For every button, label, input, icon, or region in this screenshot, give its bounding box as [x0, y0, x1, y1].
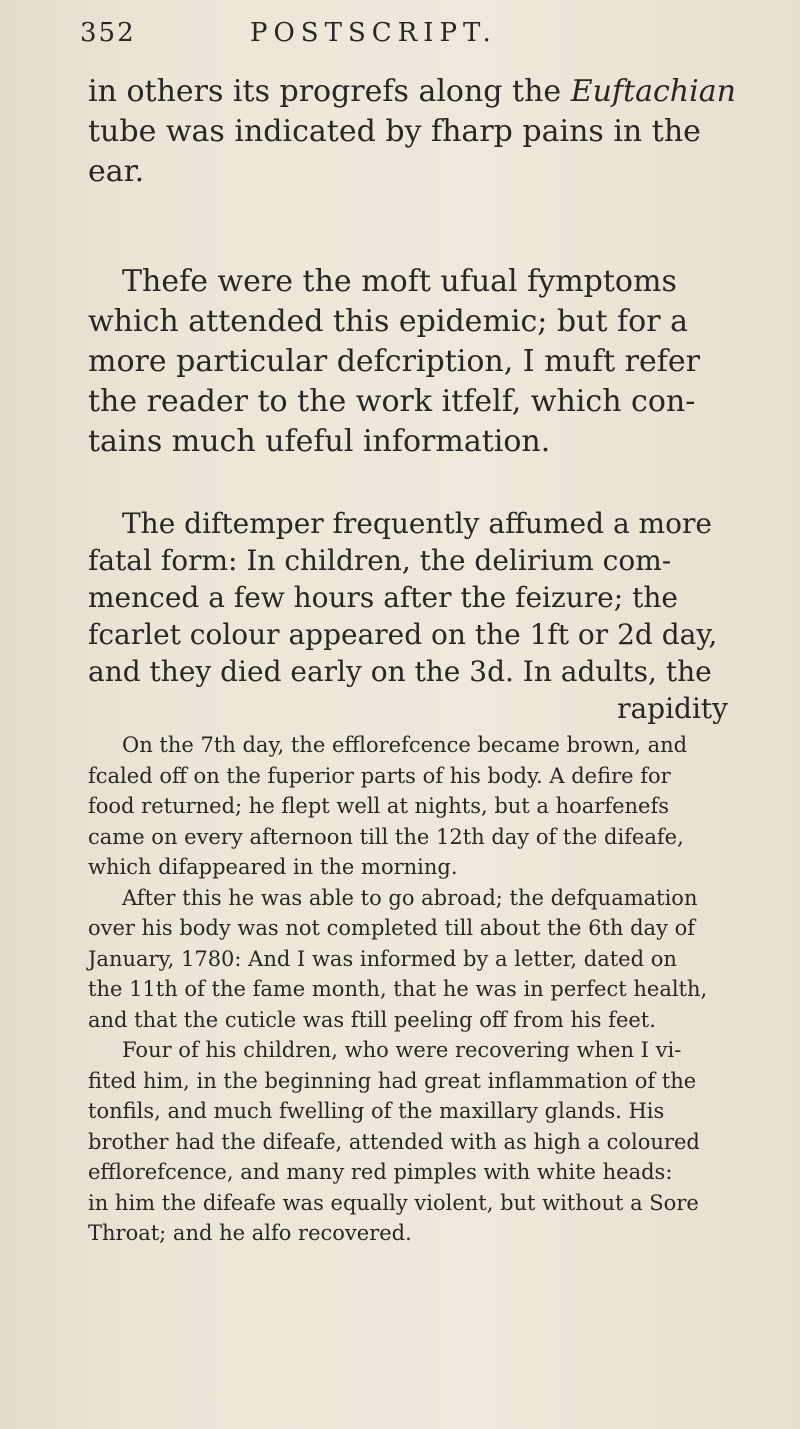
page-number: 352 — [80, 18, 136, 48]
text-line: food returned; he flept well at nights, but a hoarfenefs — [88, 794, 670, 818]
text-line: brother had the difeafe, attended with as high a coloured — [88, 1129, 700, 1154]
text-line: and that the cuticle was ftill peeling off from his feet. — [88, 1007, 656, 1032]
paragraph-symptoms — [88, 262, 748, 462]
text-line: On the 7th day, the efflorefcence became brown, and — [122, 733, 688, 757]
page-header — [78, 18, 758, 58]
text-line: tube was indicated by fharp pains in the — [88, 114, 701, 149]
text-line: The diftemper frequently affumed a more — [122, 507, 712, 540]
text-line: ear. — [88, 154, 145, 189]
text-line: came on every afternoon till the 12th day of the difeafe, — [88, 824, 684, 849]
text-line: the 11th of the fame month, that he was in perfect health, — [88, 977, 708, 1001]
italic-word: Euftachian — [570, 74, 736, 109]
text-line: Thefe were the moft ufual fymptoms — [122, 264, 677, 299]
text-line: in others its progrefs along the Euftachian — [88, 74, 736, 109]
text-line: efflorefcence, and many red pimples with white heads: — [88, 1160, 673, 1184]
text-line: fatal form: In children, the delirium com- — [88, 544, 672, 577]
text-line: After this he was able to go abroad; the defquamation — [122, 885, 698, 910]
text-line: which attended this epidemic; but for a — [88, 304, 688, 339]
text-line: fcarlet colour appeared on the 1ft or 2d day, — [88, 618, 718, 651]
text-line: more particular defcription, I muft refer — [88, 344, 700, 379]
text-line: Four of his children, who were recovering when I vi- — [122, 1038, 682, 1062]
running-title: POSTSCRIPT. — [250, 18, 497, 48]
text-line: over his body was not completed till about the 6th day of — [88, 916, 696, 940]
paragraph-continuation — [88, 72, 748, 192]
text-line: which difappeared in the morning. — [88, 855, 458, 879]
text-line: tains much ufeful information. — [88, 424, 551, 459]
text-line: menced a few hours after the feizure; the — [88, 581, 678, 614]
text-line: and they died early on the 3d. In adults, the — [88, 655, 712, 688]
text-line: fited him, in the beginning had great inflammation of the — [88, 1068, 697, 1093]
paragraph-case-notes — [88, 730, 748, 1249]
text-line: tonfils, and much fwelling of the maxillary glands. His — [88, 1099, 665, 1123]
text-line: in him the difeafe was equally violent, but without a Sore — [88, 1190, 699, 1215]
text-line: fcaled off on the fuperior parts of his body. A defire for — [88, 763, 671, 788]
paragraph-distemper — [88, 505, 748, 727]
catchword: rapidity — [617, 692, 728, 725]
text-line: Throat; and he alfo recovered. — [88, 1221, 412, 1245]
text-line: the reader to the work itfelf, which con- — [88, 384, 696, 419]
text-line: January, 1780: And I was informed by a letter, dated on — [88, 946, 677, 971]
